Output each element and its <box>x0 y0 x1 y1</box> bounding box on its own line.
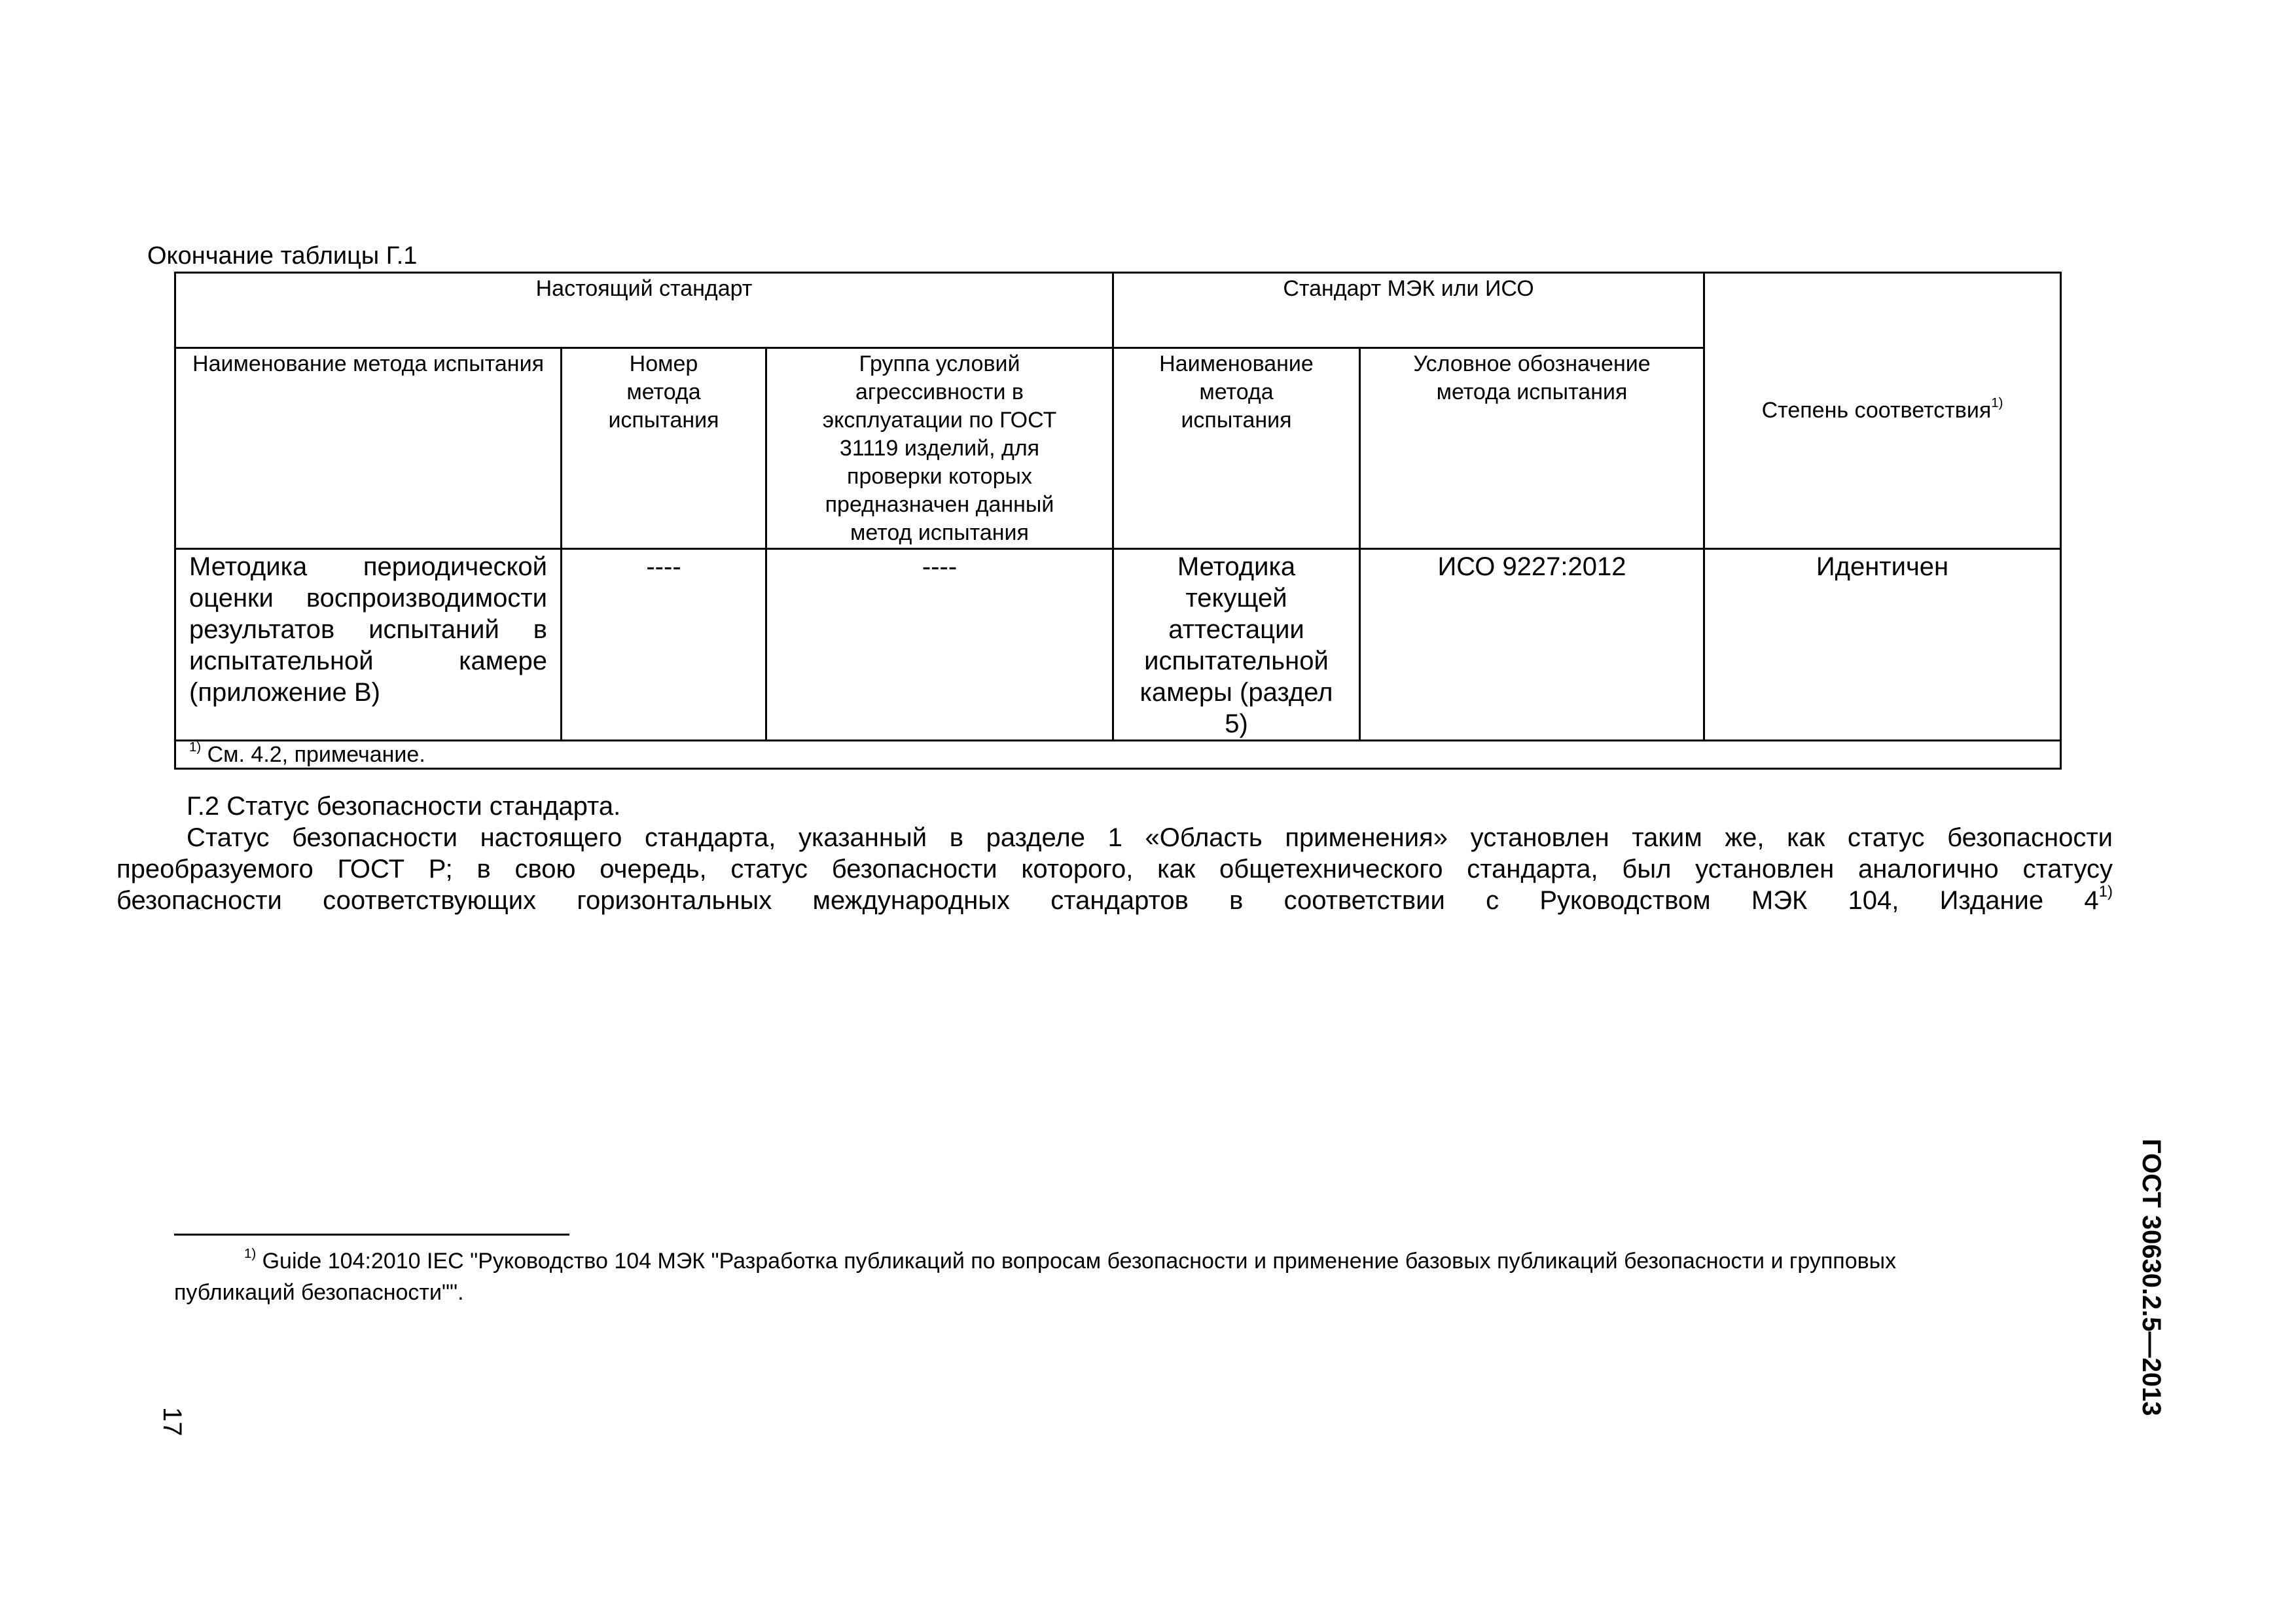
cell-method-name: Методика периодической оценки воспроизводимости результатов испытаний в испытательной камере (приложение В) <box>175 549 562 741</box>
col-iec-method-code-text: Условное обозначение метода испытания <box>1413 351 1651 404</box>
document-code <box>2135 1139 2168 1440</box>
footnote-rule <box>174 1234 569 1236</box>
section-line-3: безопасности соответствующих горизонтальных международных стандартов в соответствии с Руководством МЭК 104, Издание 4 <box>117 886 2099 915</box>
header-degree <box>1704 273 2061 549</box>
table-footnote-text: См. 4.2, примечание. <box>201 742 425 767</box>
footnote-line-2: публикаций безопасности"". <box>174 1280 464 1305</box>
cell-method-number: ---- <box>562 549 766 741</box>
page-number-text: 17 <box>158 1407 187 1436</box>
col-method-name-text: Наименование метода испытания <box>192 351 544 376</box>
col-method-name <box>175 348 562 549</box>
section-line-3-wrap <box>117 885 2113 916</box>
col-condition-group-text: Группа условий агрессивности в эксплуатации по ГОСТ 31119 изделий, для проверки которых предназначен данный метод испытания <box>822 351 1057 545</box>
col-condition-group <box>766 348 1113 549</box>
footnote-line-1-text: Guide 104:2010 IEC "Руководство 104 МЭК "Разработка публикаций по вопросам безопасности и применение базовых публикаций безопасности и групповых <box>256 1249 1897 1274</box>
cell-condition-group: ---- <box>766 549 1113 741</box>
col-method-number-text: Номер метода испытания <box>608 351 719 433</box>
footnote-sup: 1) <box>244 1246 257 1261</box>
section-heading: Г.2 Статус безопасности стандарта. <box>187 792 621 821</box>
table-row <box>175 549 2061 741</box>
cell-iec-method-name-text: Методика текущей аттестации испытательной камеры (раздел 5) <box>1139 552 1333 738</box>
cell-iec-method-name <box>1113 549 1360 741</box>
col-iec-method-name-text: Наименование метода испытания <box>1159 351 1314 433</box>
header-this-standard: Настоящий стандарт <box>175 273 1113 348</box>
section-body <box>117 822 2113 916</box>
header-degree-label: Степень соответствия <box>1761 398 1992 423</box>
document-code-text: ГОСТ 30630.2.5—2013 <box>2137 1139 2166 1416</box>
table-footnote-sup: 1) <box>189 740 202 755</box>
standards-table <box>174 272 2062 770</box>
page-footnote <box>174 1245 2084 1308</box>
col-iec-method-code <box>1360 348 1704 549</box>
section-line-3-sup: 1) <box>2098 885 2113 901</box>
table-footnote <box>175 741 2061 769</box>
col-iec-method-name <box>1113 348 1360 549</box>
page-number <box>157 1407 190 1446</box>
section-line-2: преобразуемого ГОСТ Р; в свою очередь, статус безопасности которого, как общетехнического стандарта, был установлен аналогично статусу <box>117 855 2113 883</box>
cell-degree: Идентичен <box>1704 549 2061 741</box>
section-line-1: Статус безопасности настоящего стандарта, указанный в разделе 1 «Область применения» установлен таким же, как статус безопасности <box>187 823 2113 852</box>
col-method-number <box>562 348 766 549</box>
footnote-line-1 <box>174 1245 2084 1277</box>
header-degree-sup: 1) <box>1991 395 2003 410</box>
cell-iec-method-code: ИСО 9227:2012 <box>1360 549 1704 741</box>
header-iec-iso: Стандарт МЭК или ИСО <box>1113 273 1704 348</box>
table-caption: Окончание таблицы Г.1 <box>147 242 418 270</box>
